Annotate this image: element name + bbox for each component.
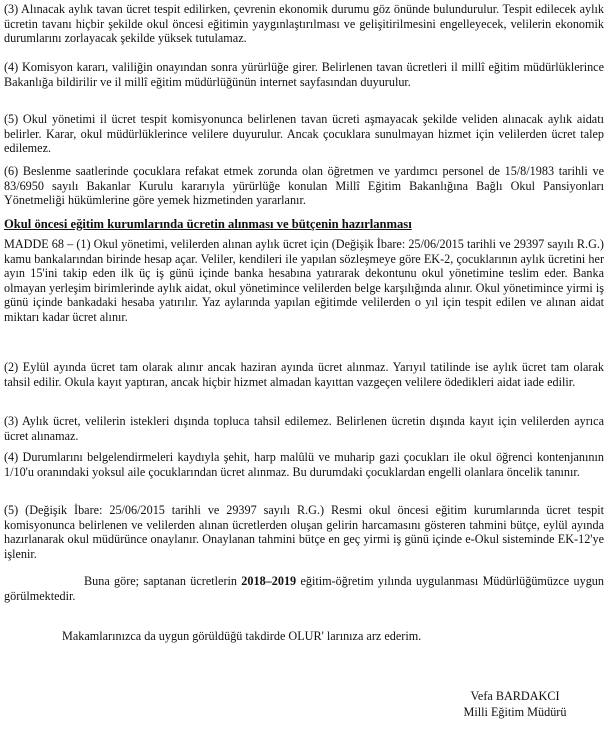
section-heading: Okul öncesi eğitim kurumlarında ücretin alınması ve bütçenin hazırlanması xyxy=(4,217,412,231)
signature-block xyxy=(430,689,600,720)
madde-68-paragraph-1: MADDE 68 – (1) Okul yönetimi, velilerden alınan aylık ücret için (Değişik İbare: 25/06/2015 tarihli ve 29397 sayılı R.G.) kamu bankalarından birinde hesap açar. Veliler, kendileri ile yapılan sözleşmeye göre EK-2, çocuklarının aylık ücretini her ayın 15'ini takip eden ilk üç iş günü içinde banka hesabına yatırarak dekontunu okul yönetimine teslim eder. Banka olmayan yerleşim birimlerinde aylık aidat, okul yönetimince velilerden belge karşılığında alınır. Okul yönetimince yirmi iş günü içinde bankadaki hesaba yatırılır. Yaz aylarında yapılan eğitimde velilerden o yıl için tespit edilen ve alınan aidat miktarı kadar ücret alınır. xyxy=(4,237,604,324)
madde-68-paragraph-2: (2) Eylül ayında ücret tam olarak alınır ancak haziran ayında ücret alınmaz. Yarıyıl tatilinde ise aylık ücret tam olarak tahsil edilir. Okula kayıt yaptıran, ancak hiçbir hizmet almadan kayıttan vazgeçen velilere ödedikleri aidat iade edilir. xyxy=(4,360,604,389)
madde-68-paragraph-3: (3) Aylık ücret, velilerin istekleri dışında topluca tahsil edilemez. Belirlenen ücretin dışında kayıt için velilerden ayrıca ücret alınamaz. xyxy=(4,414,604,443)
signatory-name: Vefa BARDAKCI xyxy=(470,689,560,703)
summary-text-after: eğitim-öğretim yılında uygulanması Müdürlüğümüzce uygun görülmektedir. xyxy=(4,574,604,603)
paragraph-5-okul-yonetimi: (5) Okul yönetimi il ücret tespit komisyonunca belirlenen tavan ücreti aşmayacak şekilde veliden alınacak aylık aidatı belirler. Karar, okul müdürlüklerince velilere duyurulur. Ancak çocuklara sunulmayan hizmet için velilerden ücret talep edilemez. xyxy=(4,112,604,156)
paragraph-6-beslenme: (6) Beslenme saatlerinde çocuklara refakat etmek zorunda olan öğretmen ve yardımcı personel de 15/8/1983 tarihli ve 83/6950 sayılı Bakanlar Kurulu kararıyla yürürlüğe konulan Millî Eğitim Bakanlığına Bağlı Okul Pansiyonları Yönetmeliği hükümlerine göre yemek hizmetinden yararlanır. xyxy=(4,164,604,208)
summary-text-before: Buna göre; saptanan ücretlerin xyxy=(84,574,242,588)
madde-68-paragraph-4: (4) Durumlarını belgelendirmeleri kaydıyla şehit, harp malûlü ve muharip gazi çocukları ile okul öğrenci kontenjanının 1/10'u oranındaki yoksul aile çocuklarından ücret alınmaz. Bu durumdaki çocuklardan engelli olanlara öncelik tanınır. xyxy=(4,450,604,479)
academic-years: 2018–2019 xyxy=(241,574,297,588)
summary-paragraph xyxy=(4,574,604,603)
madde-68-paragraph-5: (5) (Değişik İbare: 25/06/2015 tarihli ve 29397 sayılı R.G.) Resmi okul öncesi eğitim kurumlarında ücret tespit komisyonunca belirlenen ve velilerden alınan ücretlerden oluşan gelirin harcamasını gösteren tahmini bütçe, eylül ayında hazırlanarak okul müdürünce onaylanır. Onaylanan tahmini bütçe en geç yirmi iş günü içinde e-Okul sisteminde EK-12'ye işlenir. xyxy=(4,503,604,561)
closing-statement: Makamlarınızca da uygun görüldüğü takdirde OLUR' larınıza arz ederim. xyxy=(62,629,422,643)
signatory-title: Milli Eğitim Müdürü xyxy=(463,704,567,719)
paragraph-3-tavan-ucret: (3) Alınacak aylık tavan ücret tespit edilirken, çevrenin ekonomik durumu göz önünde bulundurulur. Tespit edilecek aylık ücretin tavanı hiçbir şekilde okul öncesi eğitimin yaygınlaştırılması ve gelişitirilmesini engelleyecek, velilerin ekonomik durumlarını zorlayacak şekilde yüksek tutulamaz. xyxy=(4,2,604,46)
paragraph-4-komisyon-karari: (4) Komisyon kararı, valiliğin onayından sonra yürürlüğe girer. Belirlenen tavan ücretleri il millî eğitim müdürlüklerince Bakanlığa bildirilir ve il millî eğitim müdürlüğünün internet sayfasından duyurulur. xyxy=(4,60,604,89)
